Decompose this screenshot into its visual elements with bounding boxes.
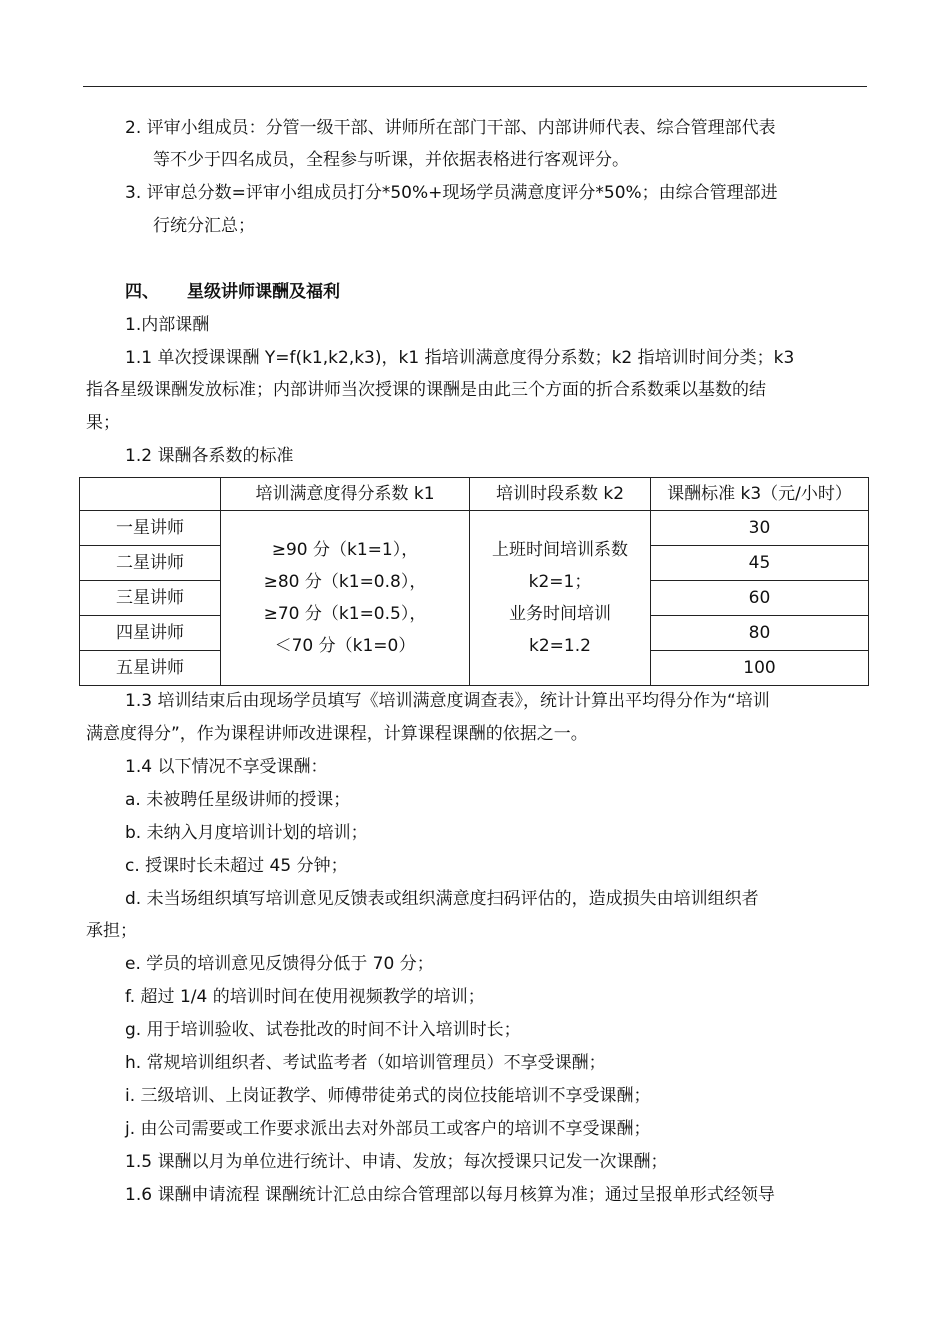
list-item-j: j. 由公司需要或工作要求派出去对外部员工或客户的培训不享受课酬；: [125, 1119, 651, 1139]
para-1-1-line-2: 指各星级课酬发放标准；内部讲师当次授课的课酬是由此三个方面的折合系数乘以基数的结: [86, 380, 766, 400]
list-item-i: i. 三级培训、上岗证教学、师傅带徒弟式的岗位技能培训不享受课酬；: [125, 1086, 651, 1106]
k1-cell: [221, 511, 470, 686]
list-item-c: c. 授课时长未超过 45 分钟；: [125, 856, 348, 876]
k3-cell: 45: [651, 546, 869, 581]
level-cell: 二星讲师: [80, 546, 221, 581]
k1-line: ＜70 分（k1=0）: [274, 636, 416, 656]
para-1-3-line-2: 满意度得分”，作为课程讲师改进课程，计算课程课酬的依据之一。: [86, 724, 588, 744]
k3-cell: 60: [651, 581, 869, 616]
table-header-row: [80, 478, 869, 511]
list-item-a: a. 未被聘任星级讲师的授课；: [125, 790, 351, 810]
para-1-4: 1.4 以下情况不享受课酬：: [125, 757, 328, 777]
level-cell: 三星讲师: [80, 581, 221, 616]
table-header-cell: 培训时段系数 k2: [470, 478, 651, 511]
k2-line: 上班时间培训系数: [492, 540, 628, 560]
para-1-5: 1.5 课酬以月为单位进行统计、申请、发放；每次授课只记发一次课酬；: [125, 1152, 668, 1172]
para-1-1-line-3: 果；: [86, 413, 120, 433]
k1-line: ≥90 分（k1=1），: [271, 540, 419, 560]
level-cell: 一星讲师: [80, 511, 221, 546]
list-item-f: f. 超过 1/4 的培训时间在使用视频教学的培训；: [125, 987, 485, 1007]
table-header-cell: [80, 478, 221, 511]
k1-line: ≥70 分（k1=0.5），: [263, 604, 427, 624]
table-row: [80, 511, 869, 546]
header-rule: [83, 86, 867, 87]
item-2-line-2: 等不少于四名成员，全程参与听课，并依据表格进行客观评分。: [153, 150, 629, 170]
level-cell: 四星讲师: [80, 616, 221, 651]
k2-line: k2=1；: [528, 572, 592, 592]
table-header-cell: 培训满意度得分系数 k1: [221, 478, 470, 511]
k2-line: 业务时间培训: [509, 604, 611, 624]
level-cell: 五星讲师: [80, 651, 221, 686]
list-item-b: b. 未纳入月度培训计划的培训；: [125, 823, 368, 843]
item-3-line-2: 行统分汇总；: [153, 216, 255, 236]
list-item-g: g. 用于培训验收、试卷批改的时间不计入培训时长；: [125, 1020, 521, 1040]
k3-cell: 30: [651, 511, 869, 546]
subsection-heading: 1.内部课酬: [125, 315, 210, 335]
para-1-1-line-1: 1.1 单次授课课酬 Y=f(k1,k2,k3)，k1 指培训满意度得分系数；k2 指培训时间分类；k3: [125, 348, 795, 368]
table-header-cell: 课酬标准 k3（元/小时）: [651, 478, 869, 511]
k3-cell: 80: [651, 616, 869, 651]
k3-cell: 100: [651, 651, 869, 686]
section-4-title: 星级讲师课酬及福利: [187, 282, 340, 302]
item-2-line-1: 2. 评审小组成员：分管一级干部、讲师所在部门干部、内部讲师代表、综合管理部代表: [125, 118, 776, 138]
para-1-6: 1.6 课酬申请流程 课酬统计汇总由综合管理部以每月核算为准；通过呈报单形式经领导: [125, 1185, 775, 1205]
k2-line: k2=1.2: [529, 636, 591, 656]
list-item-d-line-1: d. 未当场组织填写培训意见反馈表或组织满意度扫码评估的，造成损失由培训组织者: [125, 889, 759, 909]
k1-line: ≥80 分（k1=0.8），: [263, 572, 427, 592]
list-item-d-line-2: 承担；: [86, 921, 137, 941]
list-item-e: e. 学员的培训意见反馈得分低于 70 分；: [125, 954, 434, 974]
item-3-line-1: 3. 评审总分数=评审小组成员打分*50%+现场学员满意度评分*50%；由综合管理部进: [125, 183, 778, 203]
para-1-2: 1.2 课酬各系数的标准: [125, 446, 294, 466]
section-4-number: 四、: [125, 282, 159, 302]
rates-table: [79, 477, 869, 686]
list-item-h: h. 常规培训组织者、考试监考者（如培训管理员）不享受课酬；: [125, 1053, 606, 1073]
k2-cell: [470, 511, 651, 686]
para-1-3-line-1: 1.3 培训结束后由现场学员填写《培训满意度调查表》，统计计算出平均得分作为“培训: [125, 691, 770, 711]
